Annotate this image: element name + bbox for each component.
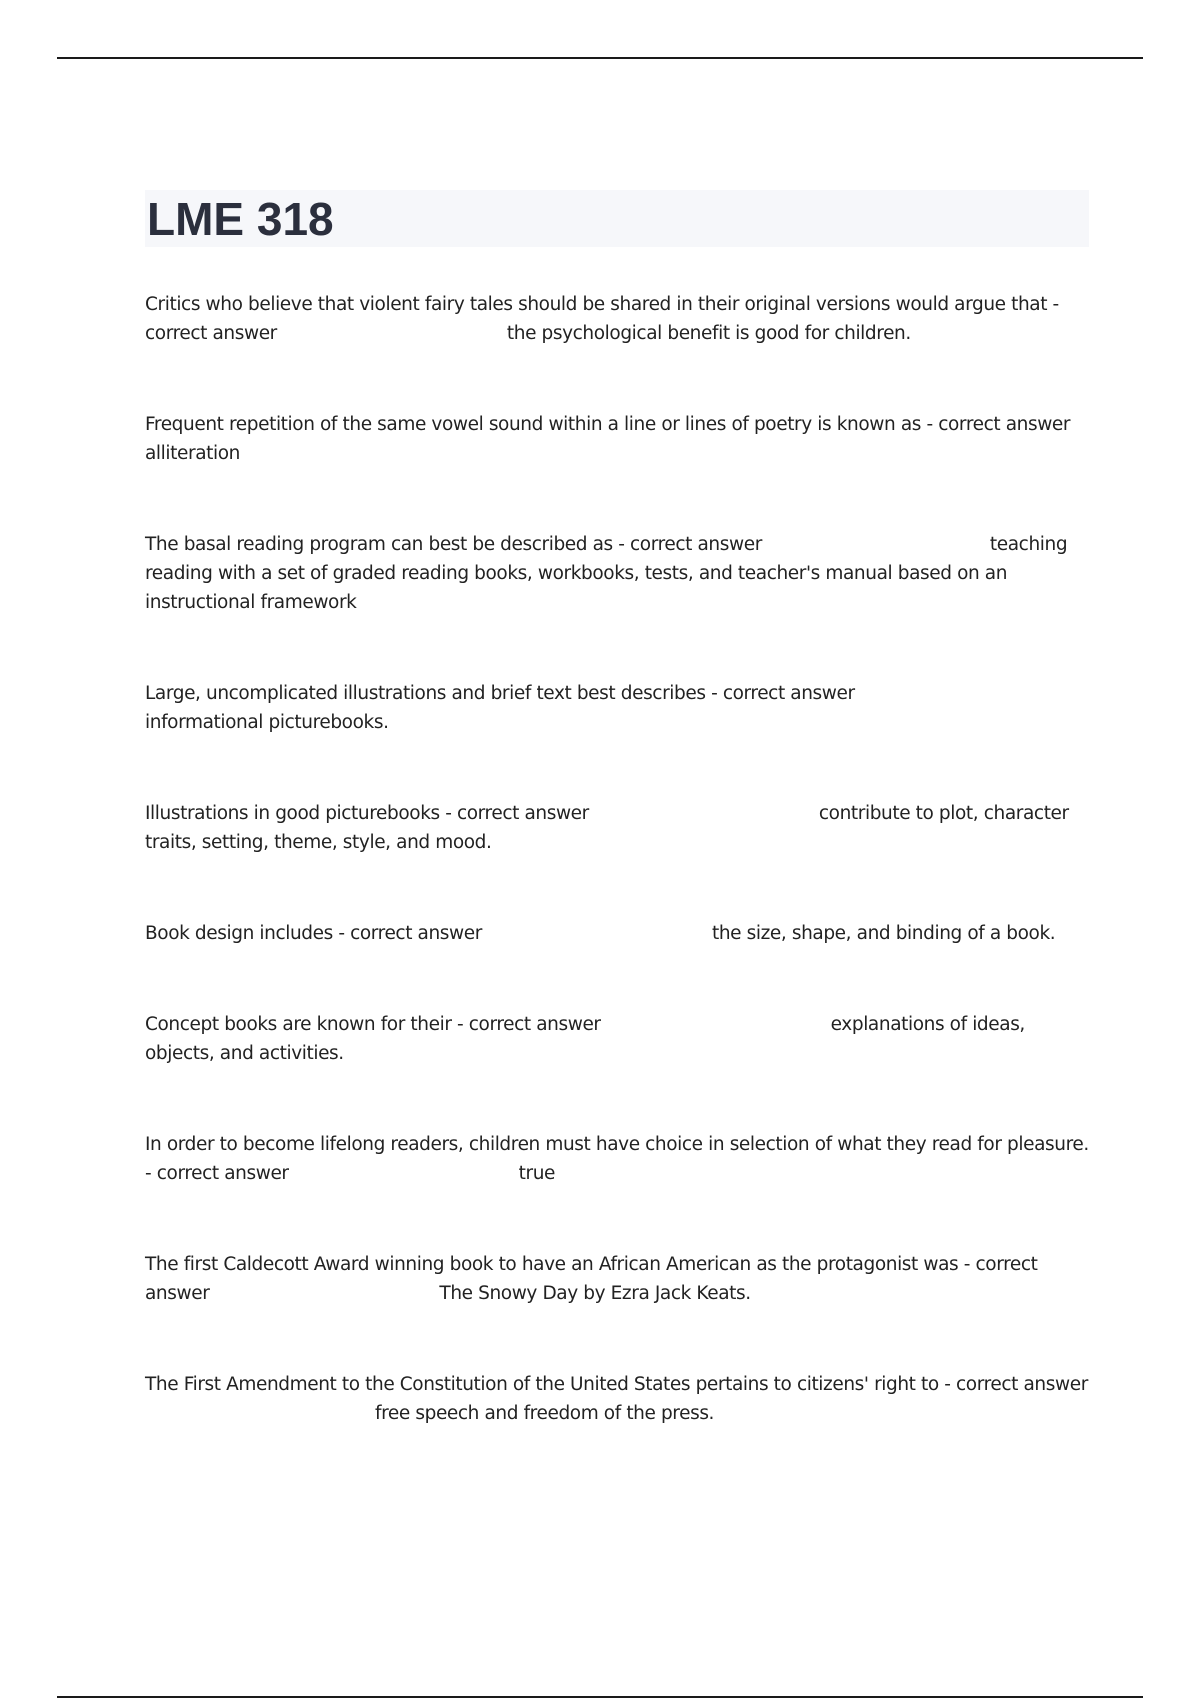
question-text: Critics who believe that violent fairy tales should be shared in their original versions would argue that - correct answer	[145, 294, 1059, 344]
qa-item-5	[145, 799, 1090, 857]
answer-text: explanations of ideas, objects, and activities.	[145, 1014, 1025, 1064]
question-text: Illustrations in good picturebooks - correct answer	[145, 803, 589, 824]
qa-item-10	[145, 1370, 1090, 1428]
answer-text: informational picturebooks.	[145, 712, 389, 733]
qa-item-8	[145, 1130, 1090, 1188]
question-text: Large, uncomplicated illustrations and brief text best describes - correct answer	[145, 683, 855, 704]
answer-text: free speech and freedom of the press.	[375, 1403, 715, 1424]
answer-text: the psychological benefit is good for children.	[506, 323, 911, 344]
qa-item-6	[145, 919, 1090, 948]
qa-list	[145, 290, 1090, 1490]
question-text: Frequent repetition of the same vowel sound within a line or lines of poetry is known as - correct answer	[145, 414, 1071, 435]
answer-text: contribute to plot, character traits, setting, theme, style, and mood.	[145, 803, 1069, 853]
page-title: LME 318	[147, 193, 334, 245]
answer-text: the size, shape, and binding of a book.	[711, 923, 1056, 944]
bottom-rule	[57, 1696, 1143, 1698]
top-rule	[57, 57, 1143, 59]
question-text: The basal reading program can best be described as - correct answer	[145, 534, 762, 555]
question-text: Book design includes - correct answer	[145, 923, 482, 944]
qa-item-7	[145, 1010, 1090, 1068]
qa-item-3	[145, 530, 1090, 617]
answer-text: true	[518, 1163, 556, 1184]
qa-item-9	[145, 1250, 1090, 1308]
question-text: The first Caldecott Award winning book to have an African American as the protagonist was - correct answer	[145, 1254, 1038, 1304]
question-text: In order to become lifelong readers, children must have choice in selection of what they read for pleasure. - correct answer	[145, 1134, 1089, 1184]
question-text: The First Amendment to the Constitution of the United States pertains to citizens' right to - correct answer	[145, 1374, 1088, 1395]
qa-item-4	[145, 679, 1090, 737]
qa-item-1	[145, 290, 1090, 348]
question-text: Concept books are known for their - correct answer	[145, 1014, 601, 1035]
answer-text: teaching reading with a set of graded reading books, workbooks, tests, and teacher's manual based on an instructional framework	[145, 534, 1068, 613]
answer-text: alliteration	[145, 443, 240, 464]
answer-text: The Snowy Day by Ezra Jack Keats.	[439, 1283, 751, 1304]
qa-item-2	[145, 410, 1090, 468]
